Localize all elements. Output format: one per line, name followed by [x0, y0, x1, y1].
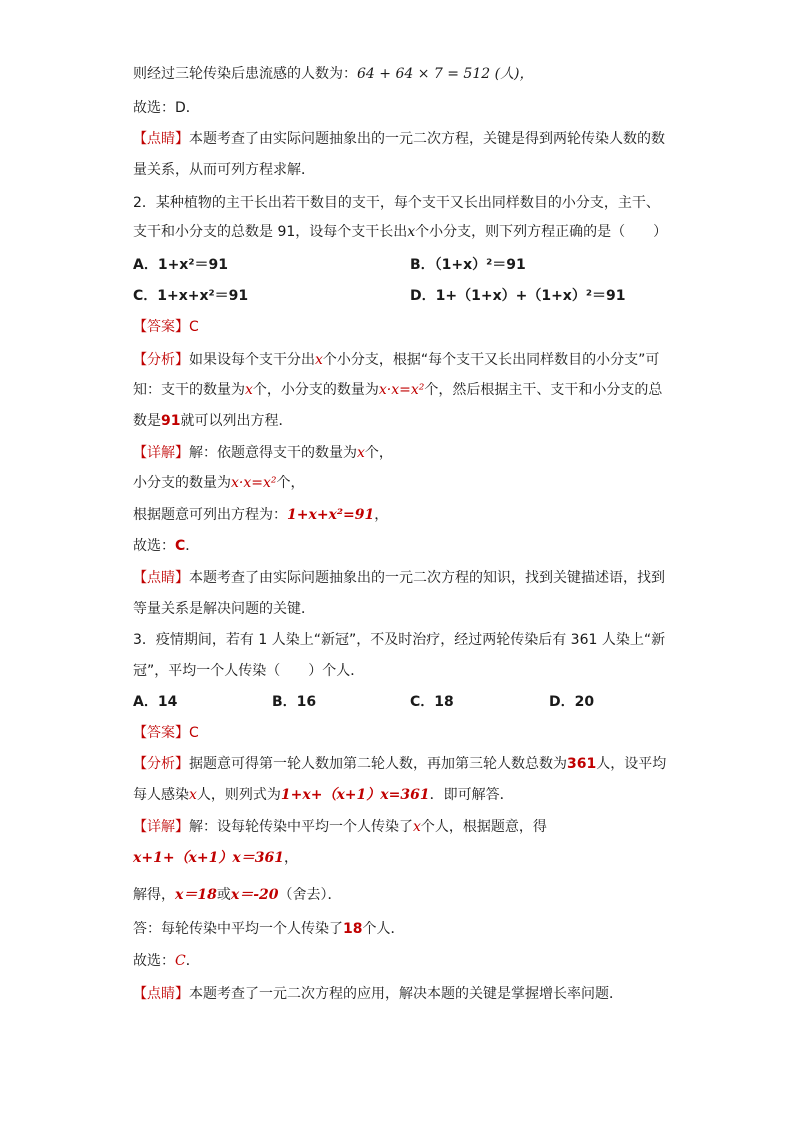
section-tag: 【分析】 [133, 756, 189, 772]
select-line [133, 537, 199, 555]
answer-line [133, 724, 199, 742]
math-expression: x·x=x² [378, 382, 425, 398]
detail-line [133, 849, 298, 867]
text: 故选： [133, 953, 175, 969]
text: 则经过三轮传染后患流感的人数为： [133, 66, 357, 82]
math-expression: x＝18 [175, 887, 217, 903]
conclusion-line [133, 920, 404, 938]
option-b: B．16 [272, 694, 317, 710]
text: 个人，根据题意，得 [420, 819, 547, 835]
detail-line [133, 886, 341, 904]
options-row [133, 287, 733, 305]
text: 人，则列式为 [196, 787, 281, 803]
section-tag: 【分析】 [133, 352, 189, 368]
text: （舍去）． [278, 887, 342, 903]
text: 个， [276, 475, 305, 491]
text: 支干和小分支的总数是 91，设每个支干长出 [133, 224, 408, 240]
math-expression: 1+x+（x+1）x=361 [280, 787, 430, 803]
number: 18 [343, 921, 363, 937]
question-2-line [133, 223, 667, 241]
text: 量关系，从而可列方程求解． [133, 162, 315, 178]
text: 答：每轮传染中平均一个人传染了 [133, 921, 343, 937]
options-row [133, 256, 733, 274]
comment-line [133, 569, 665, 587]
option-a: A．14 [133, 694, 178, 710]
text: 本题考查了由实际问题抽象出的一元二次方程的知识，找到关键描述语，找到 [189, 570, 665, 586]
answer-value: C [175, 953, 186, 969]
text: 据题意可得第一轮人数加第二轮人数，再加第三轮人数总数为 [189, 756, 567, 772]
select-line [133, 952, 200, 970]
math-expression: 64 + 64 × 7 = 512 (人)， [357, 66, 534, 82]
question-3-line [133, 662, 364, 680]
text: 本题考查了由实际问题抽象出的一元二次方程，关键是得到两轮传染人数的数 [189, 131, 665, 147]
option-c: C．1+x+x²＝91 [133, 288, 249, 304]
text: ， [283, 850, 298, 866]
option-a: A．1+x²＝91 [133, 257, 228, 273]
math-expression: 1+x+x²=91 [287, 507, 375, 523]
text: ．即可解答． [429, 787, 514, 803]
text: 个小分支，则下列方程正确的是（ ） [415, 224, 668, 240]
answer-value: C [175, 538, 186, 554]
math-variable: x [245, 382, 253, 398]
analysis-line [133, 412, 292, 430]
text-line [133, 99, 200, 117]
text: ， [374, 507, 389, 523]
text: 每人感染 [133, 787, 189, 803]
analysis-line [133, 351, 659, 369]
text: 解得， [133, 887, 175, 903]
text: 解：依题意得支干的数量为 [189, 445, 357, 461]
analysis-line [133, 381, 662, 399]
text: 冠”，平均一个人传染（ ）个人． [133, 663, 365, 679]
math-variable: x [407, 224, 416, 240]
text: 就可以列出方程． [180, 413, 293, 429]
section-tag: 【点睛】 [133, 570, 189, 586]
detail-line [133, 474, 304, 492]
text: 人，设平均 [596, 756, 667, 772]
text-line [133, 161, 315, 179]
text: 2．某种植物的主干长出若干数目的支干，每个支干又长出同样数目的小分支，主干、 [133, 195, 660, 211]
text: 个，然后根据主干、支干和小分支的总 [424, 382, 663, 398]
text: 如果设每个支干分出 [189, 352, 315, 368]
answer-value: C [189, 725, 199, 741]
text: 或 [216, 887, 231, 903]
option-d: D．20 [549, 694, 595, 710]
question-2-line [133, 194, 660, 212]
comment-line [133, 985, 623, 1003]
text: 故选：D． [133, 100, 200, 116]
number: 91 [161, 413, 181, 429]
math-expression: x+1+（x+1）x＝361 [133, 850, 284, 866]
text: 个小分支，根据“每个支干又长出同样数目的小分支”可 [322, 352, 660, 368]
section-tag: 【详解】 [133, 445, 189, 461]
text: ． [185, 953, 200, 969]
text: 个，小分支的数量为 [252, 382, 379, 398]
text: 故选： [133, 538, 175, 554]
answer-value: C [189, 319, 199, 335]
text: 本题考查了一元二次方程的应用，解决本题的关键是掌握增长率问题． [189, 986, 623, 1002]
text: ． [185, 538, 200, 554]
section-tag: 【点睛】 [133, 986, 189, 1002]
analysis-line [133, 786, 514, 804]
number: 361 [567, 756, 597, 772]
comment-line [133, 600, 315, 618]
text: 3．疫情期间，若有 1 人染上“新冠”，不及时治疗，经过两轮传染后有 361 人染上“新 [133, 632, 666, 648]
text: 根据题意可列出方程为： [133, 507, 287, 523]
text: 知：支干的数量为 [133, 382, 245, 398]
answer-line [133, 318, 199, 336]
text: 解：设每轮传染中平均一个人传染了 [189, 819, 413, 835]
section-tag: 【答案】 [133, 319, 189, 335]
text: 个人． [362, 921, 405, 937]
math-variable: x [315, 352, 323, 368]
text: 个， [364, 445, 393, 461]
math-variable: x [357, 445, 365, 461]
option-b: B．（1+x）²＝91 [410, 257, 526, 273]
text: 等量关系是解决问题的关键． [133, 601, 315, 617]
text: 小分支的数量为 [133, 475, 231, 491]
text-line [133, 65, 534, 83]
math-expression: x·x=x² [231, 475, 277, 491]
text-line [133, 130, 665, 148]
analysis-line [133, 755, 666, 773]
detail-line [133, 818, 547, 836]
section-tag: 【点睛】 [133, 131, 189, 147]
option-d: D．1+（1+x）+（1+x）²＝91 [410, 288, 626, 304]
option-c: C．18 [410, 694, 454, 710]
section-tag: 【详解】 [133, 819, 189, 835]
detail-line [133, 506, 388, 524]
question-3-line [133, 631, 665, 649]
section-tag: 【答案】 [133, 725, 189, 741]
math-variable: x [413, 819, 421, 835]
math-variable: x [189, 787, 197, 803]
math-expression: x＝-20 [230, 887, 279, 903]
text: 数是 [133, 413, 161, 429]
detail-line [133, 444, 393, 462]
